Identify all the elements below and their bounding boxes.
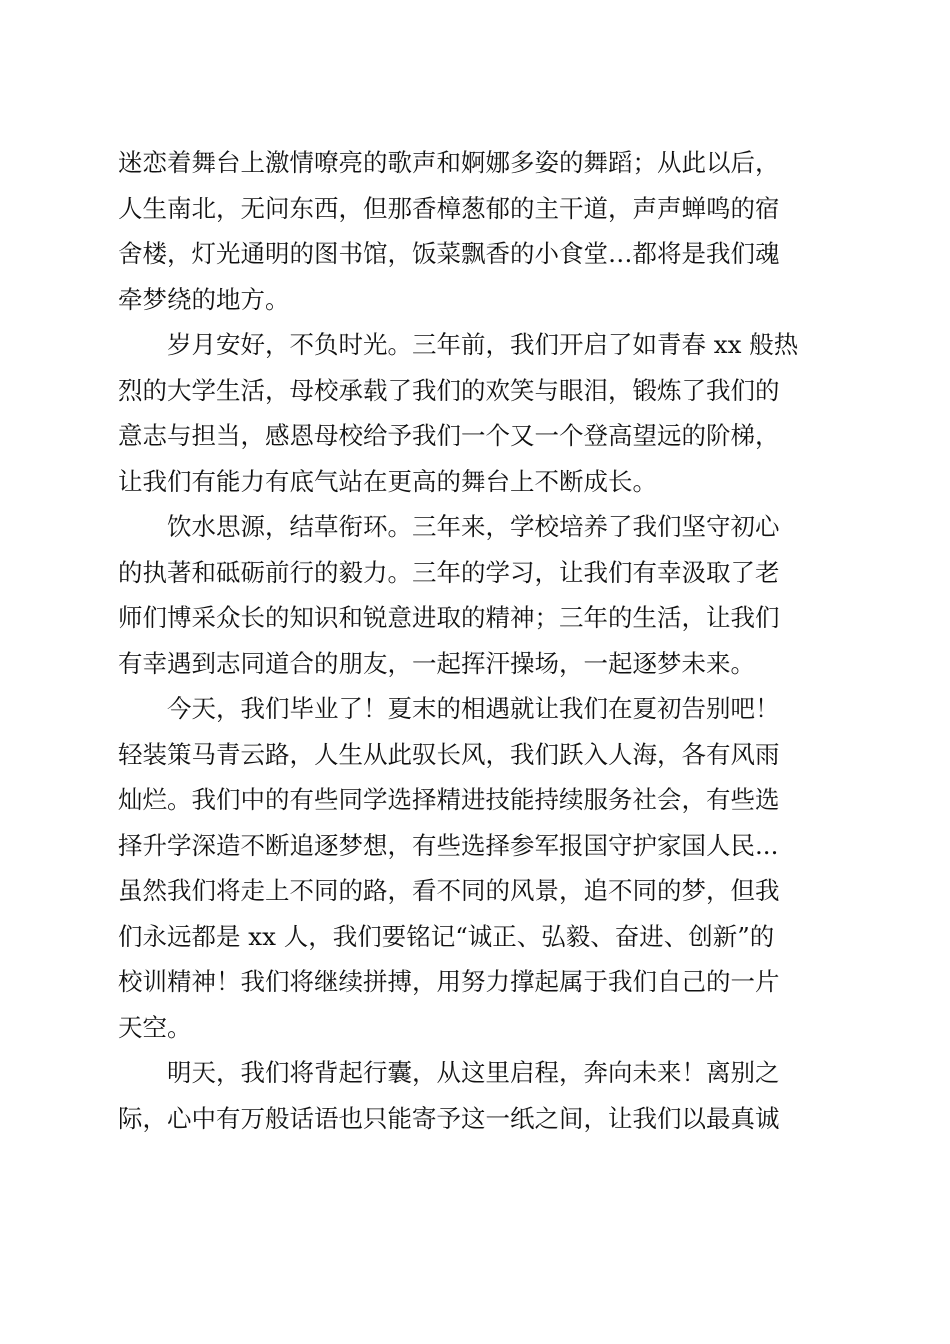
- paragraph-1: [118, 140, 830, 322]
- text-line: 饮水思源，结草衔环。三年来，学校培养了我们坚守初心: [167, 512, 780, 541]
- text-line: 择升学深造不断追逐梦想，有些选择参军报国守护家国人民...: [118, 830, 779, 860]
- paragraph-5: [118, 1050, 830, 1141]
- text-line: 灿烂。我们中的有些同学选择精进技能持续服务社会，有些选: [118, 785, 780, 814]
- text-line: 际，心中有万般话语也只能寄予这一纸之间，让我们以最真诚: [118, 1103, 780, 1133]
- paragraph-4: [118, 686, 830, 1050]
- text-line: 明天，我们将背起行囊，从这里启程，奔向未来！离别之: [167, 1058, 780, 1087]
- text-line: 人生南北，无问东西，但那香樟葱郁的主干道，声声蝉鸣的宿: [118, 193, 780, 223]
- body-text: [118, 140, 830, 1141]
- text-line: 舍楼，灯光通明的图书馆，饭菜飘香的小食堂…都将是我们魂: [118, 239, 780, 268]
- text-line: 校训精神！我们将继续拼搏，用努力撑起属于我们自己的一片: [118, 967, 780, 996]
- text-line: 烈的大学生活，母校承载了我们的欢笑与眼泪，锻炼了我们的: [118, 375, 780, 405]
- text-line: 岁月安好，不负时光。三年前，我们开启了如青春 xx 般热: [167, 330, 799, 359]
- text-line: 轻装策马青云路，人生从此驭长风，我们跃入人海，各有风雨: [118, 739, 780, 769]
- paragraph-2: [118, 322, 830, 504]
- text-line: 牵梦绕的地方。: [118, 284, 290, 314]
- text-line: 让我们有能力有底气站在更高的舞台上不断成长。: [118, 466, 657, 496]
- text-line: 虽然我们将走上不同的路，看不同的风景，追不同的梦，但我: [118, 876, 780, 905]
- text-line: 天空。: [118, 1012, 192, 1042]
- text-line: 们永远都是 xx 人，我们要铭记“诚正、弘毅、奋进、创新”的: [118, 921, 775, 951]
- paragraph-3: [118, 504, 830, 686]
- text-line: 有幸遇到志同道合的朋友，一起挥汗操场，一起逐梦未来。: [118, 648, 755, 678]
- text-line: 的执著和砥砺前行的毅力。三年的学习，让我们有幸汲取了老: [118, 557, 780, 587]
- text-line: 今天，我们毕业了！夏末的相遇就让我们在夏初告别吧！: [167, 694, 780, 723]
- text-line: 意志与担当，感恩母校给予我们一个又一个登高望远的阶梯，: [118, 421, 780, 450]
- text-line: 师们博采众长的知识和锐意进取的精神；三年的生活，让我们: [118, 603, 780, 632]
- text-line: 迷恋着舞台上激情嘹亮的歌声和婀娜多姿的舞蹈；从此以后，: [118, 148, 780, 177]
